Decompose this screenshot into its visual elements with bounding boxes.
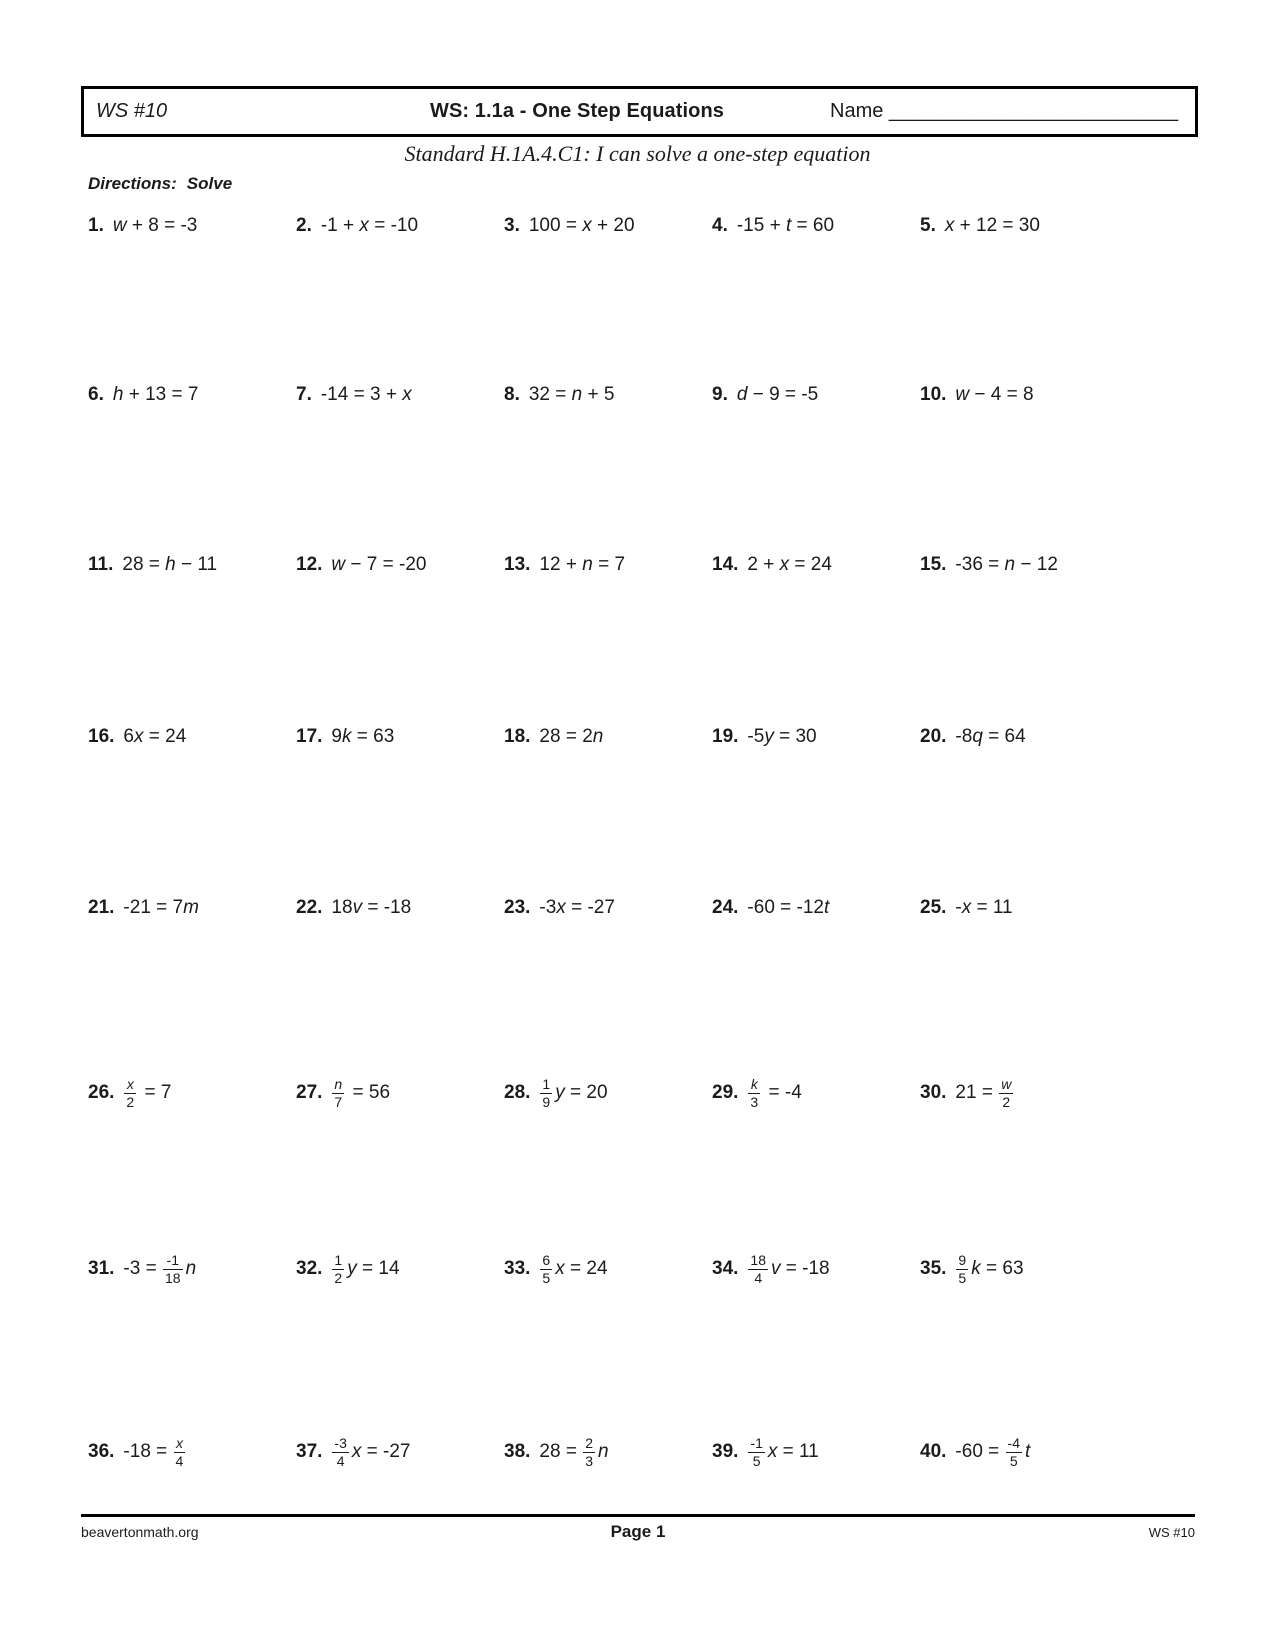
worksheet-title: WS: 1.1a - One Step Equations — [429, 100, 725, 122]
fraction — [332, 1435, 348, 1468]
directions-label: Directions: — [88, 174, 177, 193]
problem-number: 18. — [504, 726, 531, 747]
equation-text: = 20 — [564, 1082, 608, 1103]
equation — [955, 1252, 1023, 1285]
equation — [539, 726, 603, 748]
ws-number-label: WS #10 — [96, 100, 168, 122]
equation — [955, 1076, 1016, 1109]
equation-text: = -10 — [368, 215, 419, 236]
equation-text: = 24 — [789, 554, 832, 575]
equation — [539, 554, 625, 576]
footer-site: beavertonmath.org — [81, 1524, 199, 1540]
problem-number: 22. — [296, 897, 323, 918]
equation — [331, 1076, 390, 1109]
equation-text: − 9 = -5 — [747, 384, 819, 405]
variable: x — [961, 897, 972, 918]
fraction-denominator: 2 — [334, 1269, 343, 1286]
problem-number: 23. — [504, 897, 531, 918]
equation — [331, 897, 411, 919]
equation-text: = 64 — [982, 726, 1026, 747]
equation-text: - — [955, 897, 962, 918]
problem-number: 38. — [504, 1441, 531, 1462]
variable: v — [352, 897, 363, 918]
fraction-denominator: 3 — [750, 1093, 759, 1110]
fraction-numerator: 1 — [542, 1076, 551, 1093]
equation — [539, 1252, 607, 1285]
variable: t — [824, 897, 830, 918]
equation-text: -21 = 7 — [123, 897, 184, 918]
equation-text: = 7 — [139, 1082, 172, 1103]
problem-40 — [920, 1435, 1128, 1468]
problem-number: 37. — [296, 1441, 323, 1462]
problem-7 — [296, 384, 504, 406]
problem-number: 32. — [296, 1258, 323, 1279]
problem-number: 24. — [712, 897, 739, 918]
problem-19 — [712, 726, 920, 748]
fraction — [748, 1076, 760, 1109]
equation-text: − 4 = 8 — [969, 384, 1034, 405]
equation — [539, 1076, 607, 1109]
name-label: Name — [830, 100, 884, 122]
problem-number: 21. — [88, 897, 115, 918]
equation-text: = -27 — [361, 1441, 411, 1462]
fraction-denominator: 5 — [1006, 1452, 1022, 1469]
equation-text: = -18 — [362, 897, 412, 918]
fraction-denominator: 4 — [332, 1452, 348, 1469]
problem-27 — [296, 1076, 504, 1109]
problems-row-4 — [88, 707, 1188, 767]
problem-36 — [88, 1435, 296, 1468]
fraction-numerator: -1 — [166, 1252, 179, 1269]
equation — [331, 554, 426, 576]
fraction-denominator: 9 — [542, 1093, 551, 1110]
fraction-denominator: 4 — [175, 1452, 184, 1469]
problems-row-3 — [88, 535, 1188, 595]
variable: w — [112, 215, 127, 236]
equation — [331, 726, 394, 748]
problem-number: 31. — [88, 1258, 115, 1279]
variable: x — [556, 897, 566, 918]
equation-text: -8 — [955, 726, 973, 747]
equation-text: -18 = — [123, 1441, 173, 1462]
equation — [113, 215, 198, 237]
problem-number: 13. — [504, 554, 531, 575]
variable: x — [555, 1258, 565, 1279]
fraction-denominator: 4 — [748, 1269, 768, 1286]
directions-value: Solve — [186, 174, 233, 193]
problem-number: 36. — [88, 1441, 115, 1462]
problems-row-6 — [88, 1063, 1188, 1123]
equation-text: -3 = — [123, 1258, 162, 1279]
fraction — [1006, 1435, 1022, 1468]
fraction — [124, 1076, 136, 1109]
problem-number: 9. — [712, 384, 728, 405]
problem-30 — [920, 1076, 1128, 1109]
problem-4 — [712, 215, 920, 237]
variable: x — [767, 1441, 778, 1462]
problem-31 — [88, 1252, 296, 1285]
problem-number: 17. — [296, 726, 323, 747]
fraction-numerator: x — [126, 1076, 134, 1093]
equation — [737, 384, 818, 406]
equation-text: = 24 — [143, 726, 187, 747]
equation — [737, 215, 834, 237]
variable: n — [1004, 554, 1016, 575]
variable: y — [347, 1258, 357, 1279]
fraction-denominator: 5 — [748, 1452, 764, 1469]
footer-ws-number: WS #10 — [1148, 1525, 1195, 1540]
equation-text: = 11 — [971, 897, 1013, 918]
problem-number: 25. — [920, 897, 947, 918]
equation — [123, 1435, 188, 1468]
equation-text: 21 = — [955, 1082, 999, 1103]
problem-34 — [712, 1252, 920, 1285]
equation — [123, 1252, 196, 1285]
equation — [747, 554, 832, 576]
fraction — [174, 1435, 186, 1468]
variable: d — [736, 384, 748, 405]
problem-24 — [712, 897, 920, 919]
variable: n — [582, 554, 593, 575]
equation — [747, 1252, 829, 1285]
equation — [321, 215, 418, 237]
problem-11 — [88, 554, 296, 576]
equation-text: + 13 = 7 — [123, 384, 199, 405]
equation-text: − 12 — [1015, 554, 1058, 575]
equation — [539, 1435, 608, 1468]
problems-row-2 — [88, 365, 1188, 425]
equation-text: 2 + — [747, 554, 780, 575]
fraction-numerator: w — [1001, 1076, 1012, 1093]
equation-text: − 7 = -20 — [345, 554, 427, 575]
problem-5 — [920, 215, 1128, 237]
equation — [747, 1076, 801, 1109]
equation — [955, 726, 1025, 748]
equation-text: + 20 — [591, 215, 635, 236]
problem-number: 34. — [712, 1258, 739, 1279]
equation-text: = 63 — [351, 726, 395, 747]
equation-text: 100 = — [528, 215, 583, 236]
equation — [331, 1435, 410, 1468]
variable: x — [402, 384, 412, 405]
equation — [529, 384, 615, 406]
variable: x — [944, 215, 955, 236]
problem-number: 4. — [712, 215, 728, 236]
problems-row-7 — [88, 1239, 1188, 1299]
problem-number: 26. — [88, 1082, 115, 1103]
equation — [123, 897, 199, 919]
fraction-numerator: -4 — [1007, 1435, 1020, 1452]
problem-number: 3. — [504, 215, 520, 236]
equation-text: -60 = — [955, 1441, 1005, 1462]
problem-32 — [296, 1252, 504, 1285]
fraction — [163, 1252, 183, 1285]
problems-row-1 — [88, 196, 1188, 256]
equation — [955, 1435, 1030, 1468]
variable: q — [972, 726, 983, 747]
problem-number: 5. — [920, 215, 936, 236]
variable: m — [183, 897, 199, 918]
equation — [321, 384, 412, 406]
equation — [747, 1435, 818, 1468]
equation-text: = -18 — [780, 1258, 830, 1279]
variable: x — [779, 554, 790, 575]
problem-number: 16. — [88, 726, 115, 747]
fraction-numerator: k — [750, 1076, 758, 1093]
problem-number: 12. — [296, 554, 323, 575]
fraction-numerator: n — [334, 1076, 343, 1093]
equation-text: -36 = — [955, 554, 1005, 575]
equation-text: = 63 — [980, 1258, 1024, 1279]
problem-17 — [296, 726, 504, 748]
variable: y — [764, 726, 774, 747]
problem-number: 28. — [504, 1082, 531, 1103]
problem-6 — [88, 384, 296, 406]
header-box — [81, 86, 1198, 137]
equation-text: = 24 — [564, 1258, 608, 1279]
problem-28 — [504, 1076, 712, 1109]
equation-text: 12 + — [539, 554, 583, 575]
fraction-denominator: 18 — [164, 1269, 181, 1286]
problem-22 — [296, 897, 504, 919]
problem-number: 8. — [504, 384, 520, 405]
equation-text: = 14 — [356, 1258, 400, 1279]
fraction-numerator: 18 — [750, 1252, 766, 1269]
fraction-numerator: x — [175, 1435, 183, 1452]
equation-text: − 11 — [175, 554, 218, 575]
equation-text: 28 = — [539, 1441, 583, 1462]
problem-number: 29. — [712, 1082, 739, 1103]
variable: w — [955, 384, 970, 405]
equation — [113, 384, 199, 406]
equation — [747, 726, 816, 748]
problems-row-5 — [88, 878, 1188, 938]
name-field — [830, 100, 1195, 123]
fraction — [956, 1252, 968, 1285]
problem-number: 10. — [920, 384, 947, 405]
problem-12 — [296, 554, 504, 576]
equation-text: -14 = 3 + — [320, 384, 403, 405]
equation-text: + 8 = -3 — [126, 215, 198, 236]
fraction-denominator: 2 — [999, 1093, 1013, 1110]
variable: n — [571, 384, 583, 405]
problem-35 — [920, 1252, 1128, 1285]
fraction — [540, 1252, 552, 1285]
fraction — [332, 1076, 344, 1109]
equation-text: -60 = -12 — [747, 897, 824, 918]
problem-9 — [712, 384, 920, 406]
fraction-numerator: 1 — [334, 1252, 343, 1269]
problem-13 — [504, 554, 712, 576]
problem-number: 35. — [920, 1258, 947, 1279]
variable: x — [582, 215, 592, 236]
variable: h — [165, 554, 176, 575]
problem-21 — [88, 897, 296, 919]
fraction-denominator: 5 — [958, 1269, 967, 1286]
equation-text: 6 — [123, 726, 134, 747]
fraction-denominator: 3 — [585, 1452, 594, 1469]
equation-text: -5 — [747, 726, 765, 747]
equation — [331, 1252, 399, 1285]
equation — [945, 215, 1040, 237]
variable: t — [785, 215, 792, 236]
variable: w — [331, 554, 346, 575]
problem-1 — [88, 215, 296, 237]
fraction — [748, 1435, 764, 1468]
equation-text: = 7 — [592, 554, 626, 575]
variable: x — [351, 1441, 362, 1462]
problem-number: 6. — [88, 384, 104, 405]
problem-number: 11. — [88, 554, 114, 575]
fraction — [748, 1252, 768, 1285]
variable: v — [771, 1258, 781, 1279]
footer-page-number: Page 1 — [610, 1522, 666, 1541]
problem-10 — [920, 384, 1128, 406]
footer — [81, 1522, 1195, 1542]
equation-text: -1 + — [320, 215, 360, 236]
problem-number: 20. — [920, 726, 947, 747]
equation — [955, 384, 1033, 406]
equation-text: 28 = 2 — [539, 726, 593, 747]
problem-20 — [920, 726, 1128, 748]
equation-text: = 11 — [777, 1441, 819, 1462]
problems-row-8 — [88, 1422, 1188, 1482]
problem-15 — [920, 554, 1128, 576]
problem-number: 7. — [296, 384, 312, 405]
fraction — [583, 1435, 595, 1468]
equation-text: = -4 — [763, 1082, 802, 1103]
equation — [747, 897, 829, 919]
variable: x — [134, 726, 144, 747]
equation-text: + 5 — [582, 384, 615, 405]
problem-2 — [296, 215, 504, 237]
equation-text: = 30 — [773, 726, 817, 747]
problem-number: 19. — [712, 726, 739, 747]
equation-text: -3 — [539, 897, 557, 918]
problem-number: 2. — [296, 215, 312, 236]
fraction-denominator: 5 — [542, 1269, 551, 1286]
footer-divider — [81, 1514, 1195, 1517]
name-blank-line: __________________________ — [888, 100, 1179, 122]
fraction-numerator: 6 — [542, 1252, 551, 1269]
variable: k — [342, 726, 352, 747]
equation — [123, 726, 186, 748]
problem-33 — [504, 1252, 712, 1285]
equation — [123, 1076, 171, 1109]
standard-line: Standard H.1A.4.C1: I can solve a one-step equation — [404, 141, 871, 166]
equation — [955, 897, 1012, 919]
problem-number: 27. — [296, 1082, 323, 1103]
equation — [955, 554, 1058, 576]
fraction-numerator: -1 — [750, 1435, 763, 1452]
problem-29 — [712, 1076, 920, 1109]
variable: h — [112, 384, 124, 405]
fraction — [332, 1252, 344, 1285]
equation-text: = 60 — [791, 215, 835, 236]
equation-text: 18 — [331, 897, 353, 918]
equation-text: -15 + — [736, 215, 786, 236]
directions — [88, 174, 232, 194]
equation-text: 9 — [331, 726, 342, 747]
fraction — [999, 1076, 1013, 1109]
problem-8 — [504, 384, 712, 406]
problem-16 — [88, 726, 296, 748]
fraction-numerator: 2 — [585, 1435, 594, 1452]
variable: n — [185, 1258, 197, 1279]
equation-text: 28 = — [122, 554, 166, 575]
variable: t — [1025, 1441, 1031, 1462]
equation-text: + 12 = 30 — [954, 215, 1040, 236]
problem-23 — [504, 897, 712, 919]
problem-38 — [504, 1435, 712, 1468]
problem-number: 40. — [920, 1441, 947, 1462]
equation-text: 32 = — [528, 384, 572, 405]
equation-text: = 56 — [347, 1082, 391, 1103]
problem-number: 1. — [88, 215, 104, 236]
problem-14 — [712, 554, 920, 576]
problem-number: 39. — [712, 1441, 739, 1462]
problem-25 — [920, 897, 1128, 919]
fraction-denominator: 2 — [126, 1093, 135, 1110]
equation — [122, 554, 217, 576]
problem-number: 15. — [920, 554, 947, 575]
equation — [539, 897, 615, 919]
problem-37 — [296, 1435, 504, 1468]
problem-18 — [504, 726, 712, 748]
problem-number: 14. — [712, 554, 739, 575]
fraction-numerator: 9 — [958, 1252, 967, 1269]
variable: y — [555, 1082, 565, 1103]
problem-26 — [88, 1076, 296, 1109]
variable: x — [359, 215, 369, 236]
problem-number: 30. — [920, 1082, 947, 1103]
variable: k — [971, 1258, 981, 1279]
equation-text: = -27 — [565, 897, 615, 918]
problem-number: 33. — [504, 1258, 531, 1279]
variable: n — [598, 1441, 609, 1462]
equation — [529, 215, 635, 237]
fraction-numerator: -3 — [334, 1435, 347, 1452]
fraction — [540, 1076, 552, 1109]
fraction-denominator: 7 — [334, 1093, 343, 1110]
variable: n — [592, 726, 604, 747]
problem-39 — [712, 1435, 920, 1468]
problem-3 — [504, 215, 712, 237]
